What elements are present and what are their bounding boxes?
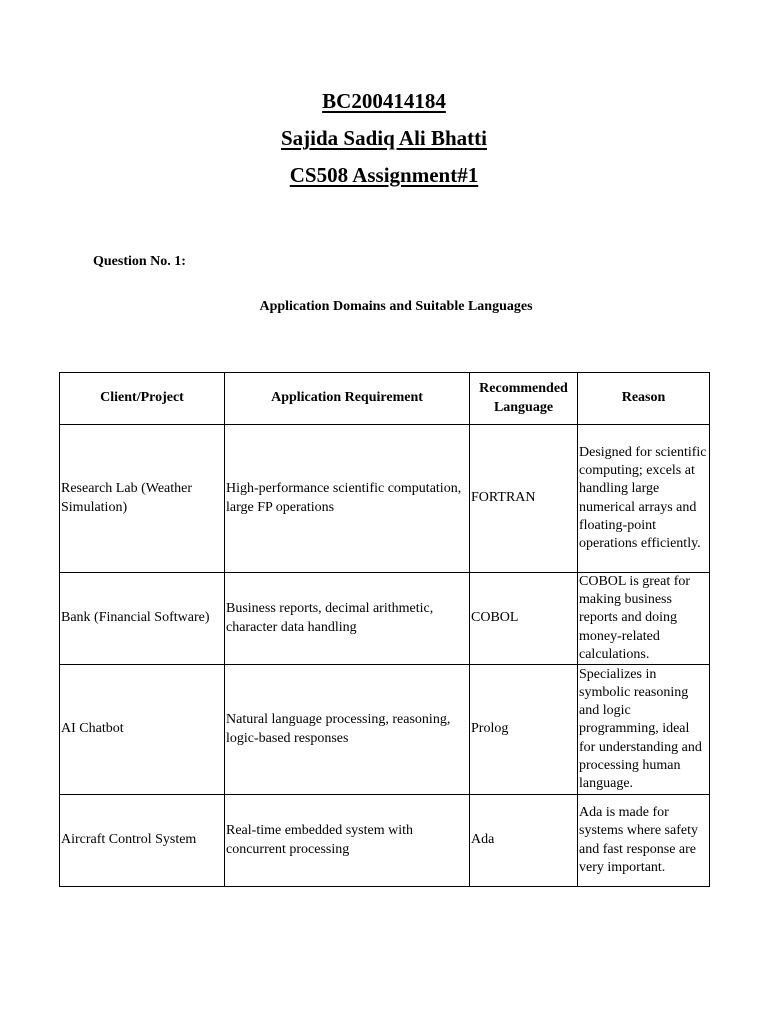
table-row [60, 795, 710, 887]
cell-reason: Specializes in symbolic reasoning and logic programming, ideal for understanding and processing human language. [578, 665, 710, 795]
cell-client: AI Chatbot [60, 665, 225, 795]
cell-language: FORTRAN [470, 425, 578, 573]
header-recommended-language: Recommended Language [470, 373, 578, 425]
cell-client: Bank (Financial Software) [60, 573, 225, 665]
cell-language: COBOL [470, 573, 578, 665]
cell-client: Research Lab (Weather Simulation) [60, 425, 225, 573]
cell-language: Prolog [470, 665, 578, 795]
table-row [60, 665, 710, 795]
cell-requirement: Real-time embedded system with concurrent processing [225, 795, 470, 887]
header-application-requirement: Application Requirement [225, 373, 470, 425]
assignment-title-heading: CS508 Assignment#1 [289, 163, 479, 187]
cell-client: Aircraft Control System [60, 795, 225, 887]
table-title: Application Domains and Suitable Languages [259, 299, 533, 314]
cell-language: Ada [470, 795, 578, 887]
header-client-project: Client/Project [60, 373, 225, 425]
table-header-row [60, 373, 710, 425]
student-id-heading: BC200414184 [322, 89, 446, 113]
cell-reason: Ada is made for systems where safety and fast response are very important. [578, 795, 710, 887]
cell-requirement: Business reports, decimal arithmetic, character data handling [225, 573, 470, 665]
header-reason: Reason [578, 373, 710, 425]
table-row [60, 425, 710, 573]
student-name-heading: Sajida Sadiq Ali Bhatti [281, 126, 487, 150]
cell-requirement: Natural language processing, reasoning, logic-based responses [225, 665, 470, 795]
table-row [60, 573, 710, 665]
cell-requirement: High-performance scientific computation, large FP operations [225, 425, 470, 573]
cell-reason: Designed for scientific computing; excels at handling large numerical arrays and floating-point operations efficiently. [578, 425, 710, 573]
cell-reason: COBOL is great for making business reports and doing money-related calculations. [578, 573, 710, 665]
domains-table [59, 372, 710, 887]
question-label: Question No. 1: [93, 254, 186, 269]
